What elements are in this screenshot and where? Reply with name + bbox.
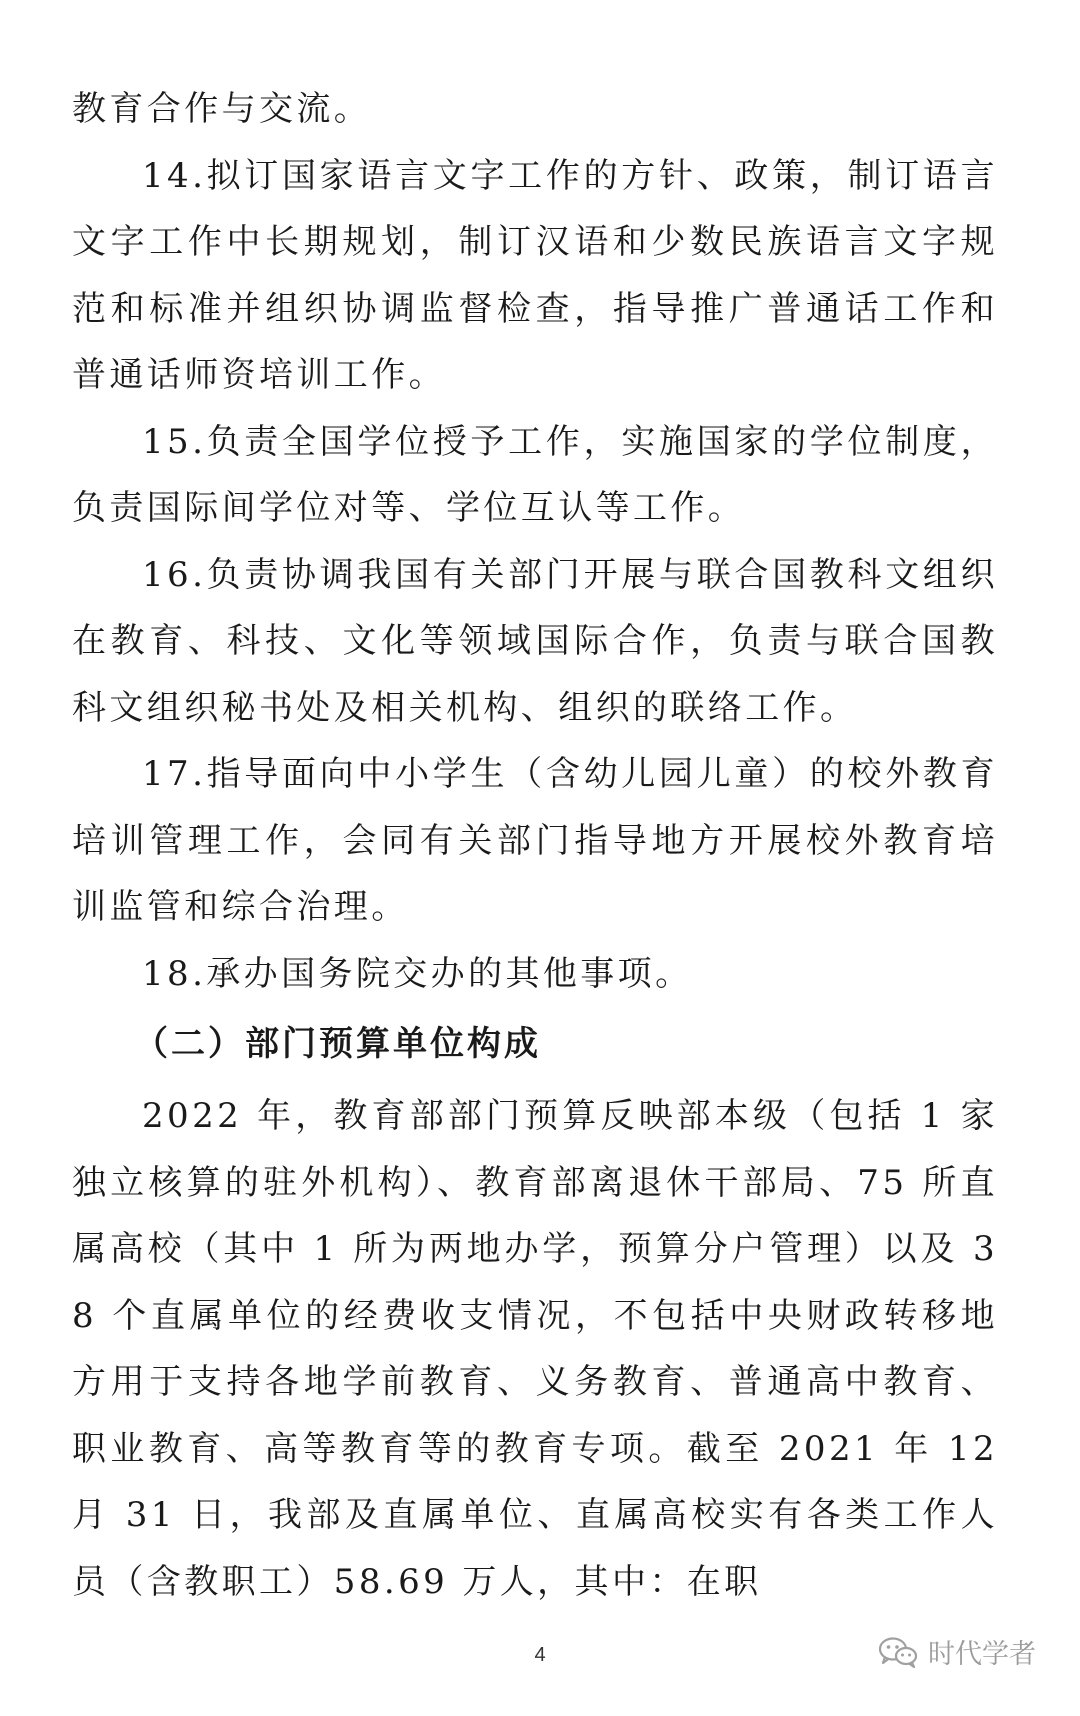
section-heading: （二）部门预算单位构成 — [134, 1024, 541, 1064]
paragraph-item-17: 17.指导面向中小学生（含幼儿园儿童）的校外教育培训管理工作，会同有关部门指导地方开展校外教育培训监管和综合治理。 — [72, 754, 998, 927]
document-page — [72, 76, 998, 1615]
paragraph-item-15: 15.负责全国学位授予工作，实施国家的学位制度，负责国际间学位对等、学位互认等工作。 — [72, 421, 998, 528]
page-number: 4 — [534, 1644, 546, 1666]
paragraph-continuation: 教育合作与交流。 — [72, 89, 372, 129]
watermark — [878, 1632, 1036, 1671]
paragraph-item-18: 18.承办国务院交办的其他事项。 — [142, 953, 693, 994]
wechat-icon — [878, 1636, 918, 1668]
watermark-text: 时代学者 — [928, 1639, 1036, 1670]
paragraph-budget-units: 2022 年，教育部部门预算反映部本级（包括 1 家独立核算的驻外机构）、教育部离退休干部局、75 所直属高校（其中 1 所为两地办学，预算分户管理）以及 38 个直属单位的经费收支情况，不包括中央财政转移地方用于支持各地学前教育、义务教育、普通高中教育、职业教育、高等教育等的教育专项。截至 2021 年 12 月 31 日，我部及直属单位、直属高校实有各类工作人员（含教职工）58.69 万人，其中：在职 — [72, 1096, 998, 1602]
paragraph-item-16: 16.负责协调我国有关部门开展与联合国教科文组织在教育、科技、文化等领域国际合作，负责与联合国教科文组织秘书处及相关机构、组织的联络工作。 — [72, 554, 998, 728]
paragraph-item-14: 14.拟订国家语言文字工作的方针、政策，制订语言文字工作中长期规划，制订汉语和少数民族语言文字规范和标准并组织协调监督检查，指导推广普通话工作和普通话师资培训工作。 — [72, 155, 998, 395]
